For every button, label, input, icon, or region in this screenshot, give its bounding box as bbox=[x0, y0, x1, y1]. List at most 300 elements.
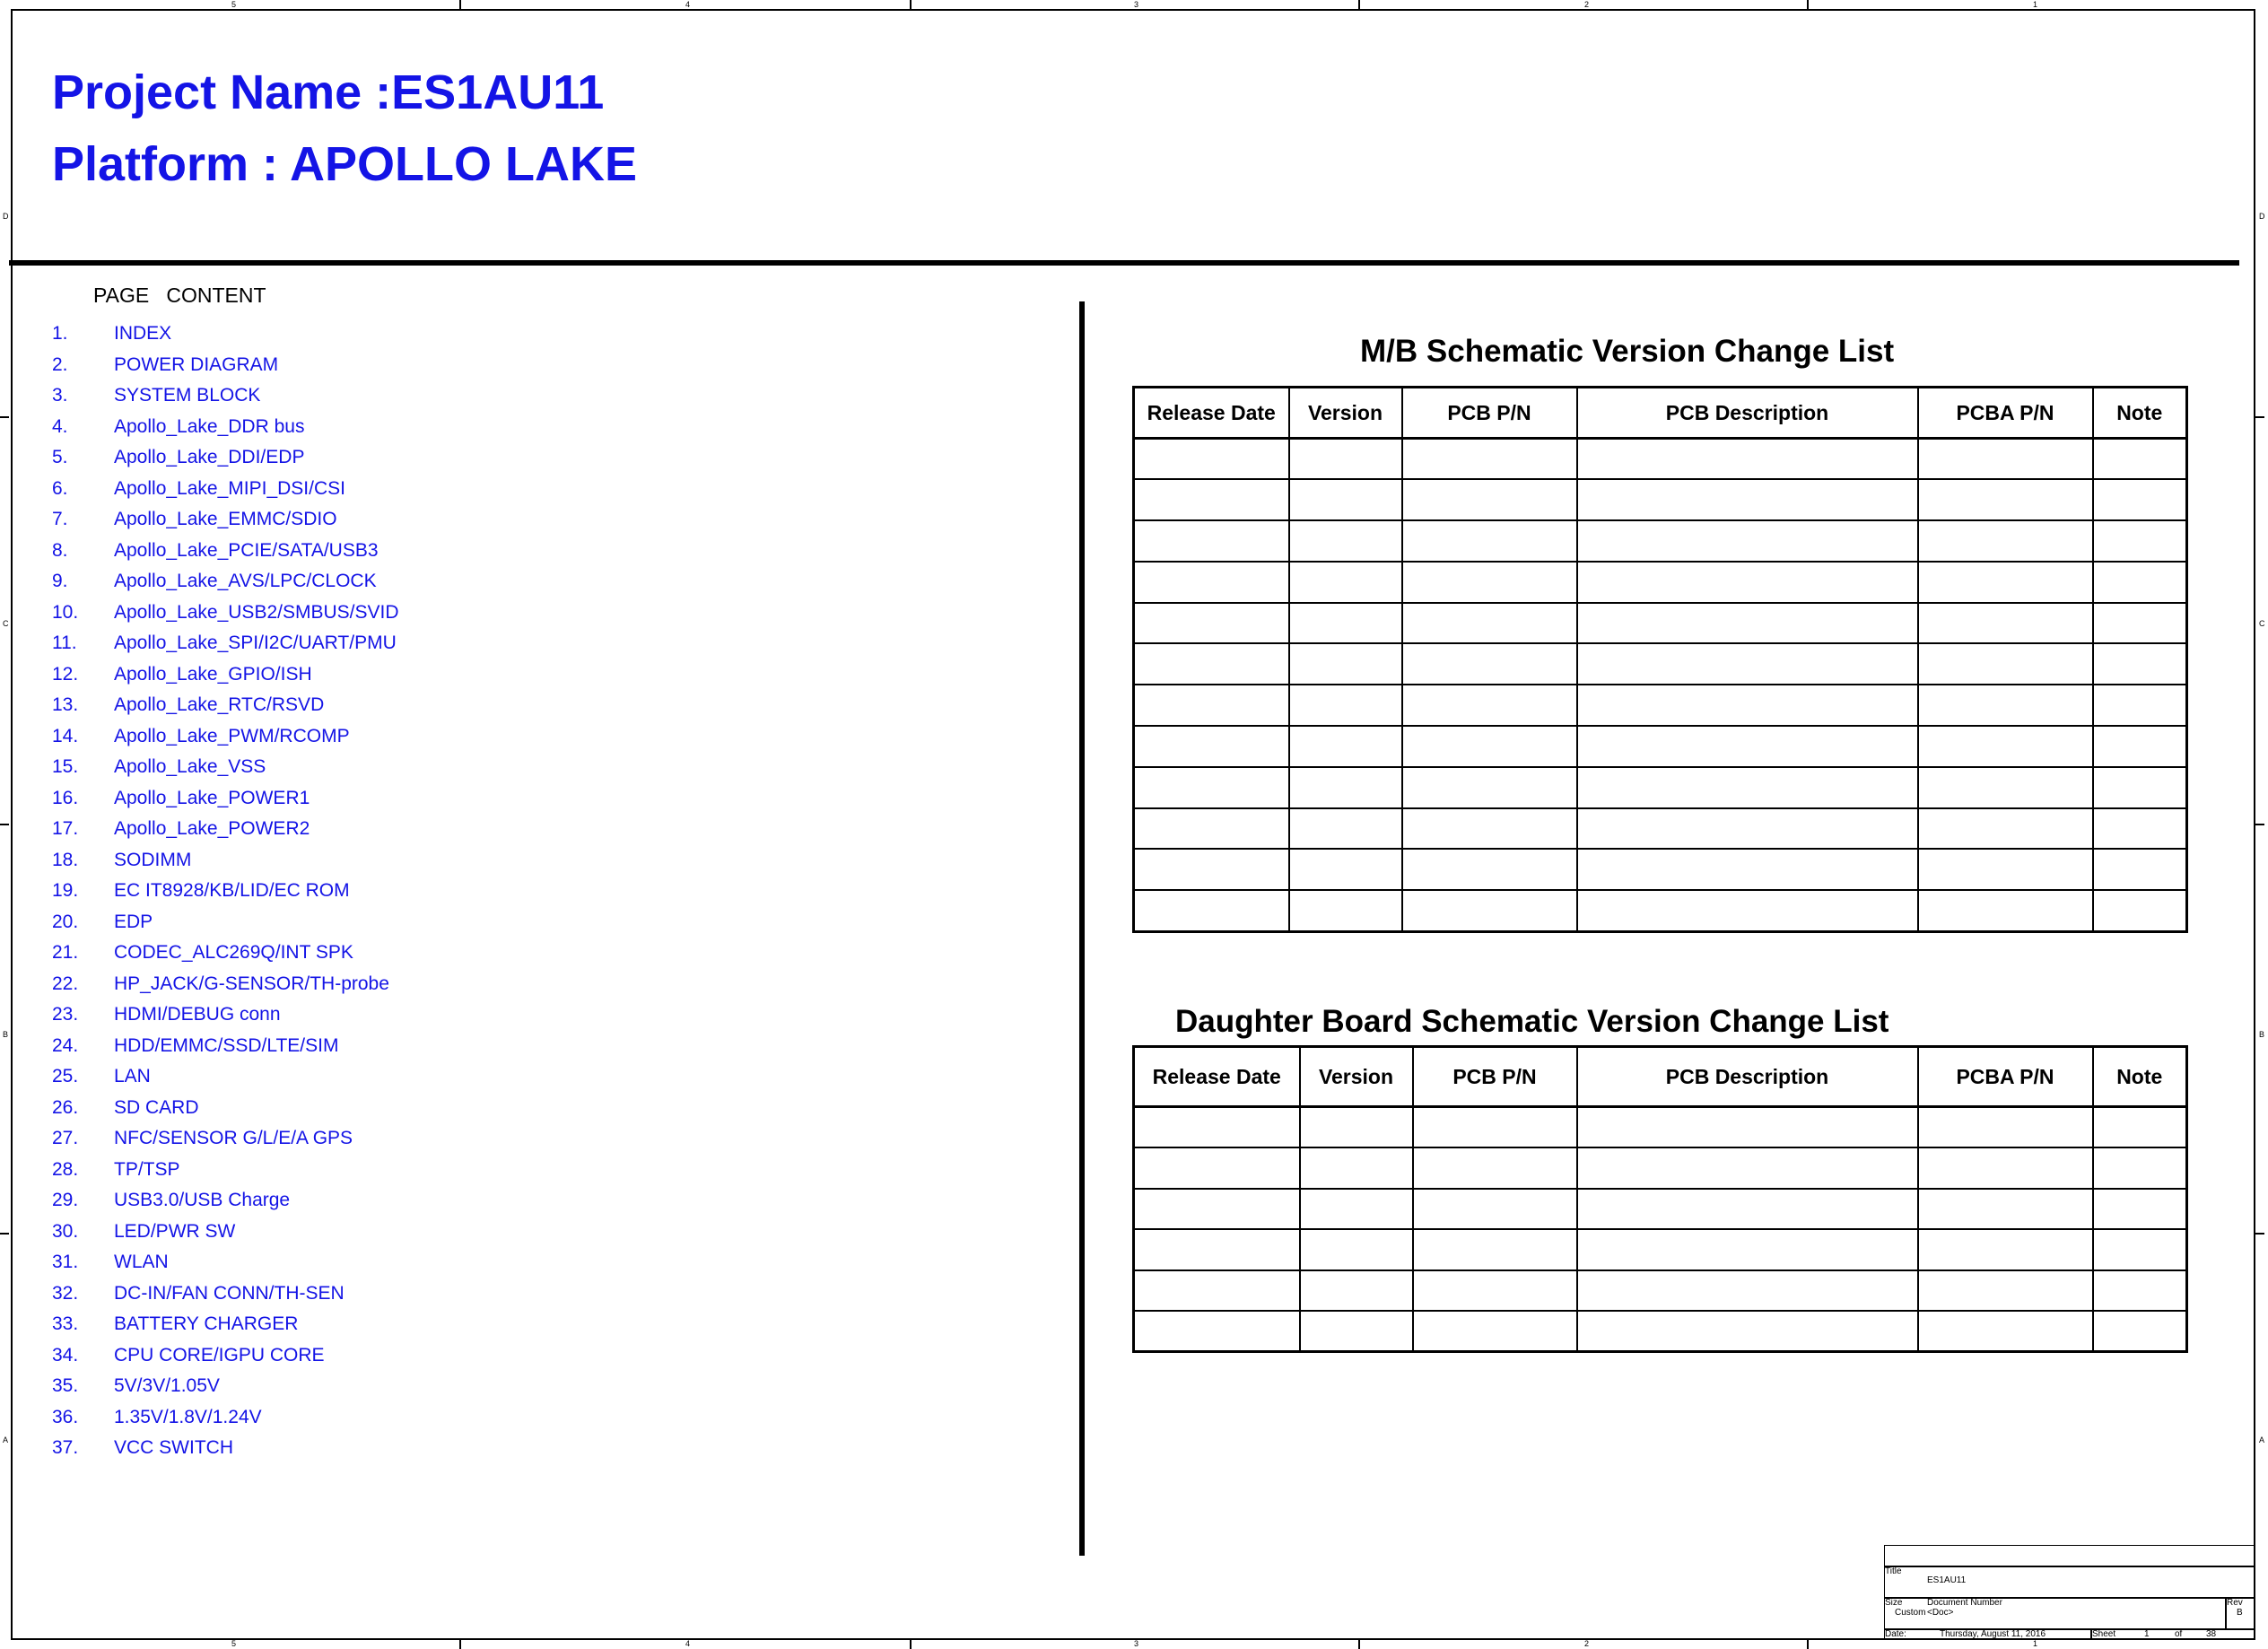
toc-item-number: 29. bbox=[52, 1190, 79, 1210]
table-cell bbox=[2093, 562, 2187, 603]
zone-tick bbox=[2255, 824, 2264, 825]
date-value: Thursday, August 11, 2016 bbox=[1940, 1629, 2046, 1639]
column-header: PCB Description bbox=[1577, 388, 1918, 439]
table-cell bbox=[1577, 1311, 1918, 1352]
toc-item bbox=[0, 1004, 538, 1029]
toc-item-label: Apollo_Lake_POWER1 bbox=[114, 787, 310, 808]
docnum-value: <Doc> bbox=[1927, 1608, 1954, 1618]
table-cell bbox=[1577, 1270, 1918, 1312]
platform-title: Platform : APOLLO LAKE bbox=[52, 137, 638, 191]
toc-item-number: 24. bbox=[52, 1034, 79, 1056]
zone-tick bbox=[910, 1640, 912, 1649]
table-cell bbox=[1402, 685, 1577, 726]
toc-item-number: 5. bbox=[52, 447, 68, 467]
table-row bbox=[1134, 520, 2187, 562]
toc-item bbox=[0, 1221, 538, 1246]
table-cell bbox=[1918, 767, 2093, 808]
toc-item-number: 36. bbox=[52, 1406, 79, 1427]
table-cell bbox=[1577, 603, 1918, 644]
table-cell bbox=[2093, 1270, 2187, 1312]
table-cell bbox=[1402, 726, 1577, 767]
table-cell bbox=[2093, 520, 2187, 562]
toc-item-label: Apollo_Lake_MIPI_DSI/CSI bbox=[114, 477, 345, 499]
toc-item-label: USB3.0/USB Charge bbox=[114, 1190, 291, 1210]
zone-label-bottom-2: 2 bbox=[1584, 1639, 1590, 1648]
table-cell bbox=[1134, 726, 1289, 767]
rev-label: Rev bbox=[2227, 1598, 2243, 1608]
table-cell bbox=[1134, 890, 1289, 931]
toc-item bbox=[0, 880, 538, 905]
toc-item-number: 3. bbox=[52, 385, 68, 406]
table-cell bbox=[1577, 439, 1918, 480]
title-value: ES1AU11 bbox=[1927, 1575, 1967, 1585]
table-cell bbox=[1577, 1229, 1918, 1270]
toc-item-label: Apollo_Lake_RTC/RSVD bbox=[114, 694, 325, 715]
toc-item bbox=[0, 1159, 538, 1184]
table-row bbox=[1134, 808, 2187, 850]
toc-item-label: EDP bbox=[114, 911, 153, 932]
table-row bbox=[1134, 767, 2187, 808]
toc-item bbox=[0, 385, 538, 410]
table-cell bbox=[1289, 643, 1402, 685]
toc-item-label: HP_JACK/G-SENSOR/TH-probe bbox=[114, 973, 389, 994]
toc-item-label: EC IT8928/KB/LID/EC ROM bbox=[114, 880, 350, 901]
table-cell bbox=[1402, 808, 1577, 850]
docnum-label: Document Number bbox=[1927, 1598, 2002, 1608]
table-cell bbox=[2093, 439, 2187, 480]
toc-item bbox=[0, 942, 538, 967]
toc-item-label: Apollo_Lake_PWM/RCOMP bbox=[114, 725, 350, 746]
toc-item-label: WLAN bbox=[114, 1252, 169, 1272]
table-row bbox=[1134, 643, 2187, 685]
table-cell bbox=[1300, 1107, 1413, 1148]
table-cell bbox=[2093, 1147, 2187, 1189]
toc-item-label: Apollo_Lake_AVS/LPC/CLOCK bbox=[114, 571, 377, 591]
toc-item-label: SD CARD bbox=[114, 1096, 199, 1118]
table-row bbox=[1134, 890, 2187, 931]
table-cell bbox=[1300, 1229, 1413, 1270]
toc-item-number: 7. bbox=[52, 509, 68, 529]
toc-item bbox=[0, 1035, 538, 1060]
table-cell bbox=[2093, 1107, 2187, 1148]
table-cell bbox=[1918, 685, 2093, 726]
toc-item-label: Apollo_Lake_PCIE/SATA/USB3 bbox=[114, 539, 379, 561]
of-label: of bbox=[2175, 1629, 2183, 1639]
zone-label-right-C: C bbox=[2259, 619, 2265, 628]
zone-tick bbox=[459, 0, 461, 9]
toc-item bbox=[0, 1252, 538, 1277]
zone-label-right-A: A bbox=[2259, 1435, 2265, 1444]
zone-label-bottom-4: 4 bbox=[685, 1639, 691, 1648]
toc-item bbox=[0, 540, 538, 565]
table-cell bbox=[1413, 1189, 1577, 1230]
table-cell bbox=[1134, 1270, 1300, 1312]
table-cell bbox=[1918, 849, 2093, 890]
zone-label-right-B: B bbox=[2259, 1030, 2265, 1039]
table-cell bbox=[1300, 1311, 1413, 1352]
table-cell bbox=[1300, 1189, 1413, 1230]
table-cell bbox=[1918, 520, 2093, 562]
column-header: PCBA P/N bbox=[1918, 1047, 2093, 1107]
toc-heading: PAGE CONTENT bbox=[93, 284, 266, 307]
toc-item-label: Apollo_Lake_DDI/EDP bbox=[114, 447, 305, 467]
toc-item-number: 33. bbox=[52, 1313, 79, 1334]
table-cell bbox=[2093, 479, 2187, 520]
table-cell bbox=[1402, 520, 1577, 562]
table-cell bbox=[2093, 849, 2187, 890]
toc-item-label: CODEC_ALC269Q/INT SPK bbox=[114, 942, 353, 963]
toc-item bbox=[0, 478, 538, 503]
toc-item bbox=[0, 1437, 538, 1462]
table-cell bbox=[1289, 890, 1402, 931]
table-cell bbox=[1134, 1147, 1300, 1189]
toc-item bbox=[0, 726, 538, 751]
date-label: Date: bbox=[1885, 1629, 1906, 1639]
table-cell bbox=[1134, 1229, 1300, 1270]
toc-item bbox=[0, 1190, 538, 1215]
table-cell bbox=[1577, 562, 1918, 603]
zone-label-top-4: 4 bbox=[685, 0, 691, 9]
toc-item bbox=[0, 447, 538, 472]
table-cell bbox=[1134, 1311, 1300, 1352]
table-cell bbox=[2093, 890, 2187, 931]
table-row bbox=[1134, 603, 2187, 644]
toc-item-number: 6. bbox=[52, 477, 68, 499]
table-cell bbox=[1918, 479, 2093, 520]
table-cell bbox=[1918, 643, 2093, 685]
zone-label-right-D: D bbox=[2259, 212, 2265, 221]
table-cell bbox=[1289, 603, 1402, 644]
toc-item-number: 16. bbox=[52, 787, 79, 808]
table-cell bbox=[1413, 1147, 1577, 1189]
toc-item-number: 9. bbox=[52, 571, 68, 591]
toc-item bbox=[0, 1375, 538, 1400]
table-cell bbox=[1134, 1189, 1300, 1230]
table-cell bbox=[1918, 603, 2093, 644]
toc-item bbox=[0, 571, 538, 596]
table-cell bbox=[1413, 1229, 1577, 1270]
column-header: PCBA P/N bbox=[1918, 388, 2093, 439]
column-header: PCB Description bbox=[1577, 1047, 1918, 1107]
table-cell bbox=[1289, 685, 1402, 726]
toc-item bbox=[0, 1097, 538, 1122]
toc-item-label: SODIMM bbox=[114, 849, 192, 870]
toc-item bbox=[0, 756, 538, 781]
table-cell bbox=[1134, 1107, 1300, 1148]
toc-item-label: INDEX bbox=[114, 323, 172, 344]
toc-item bbox=[0, 602, 538, 627]
toc-item bbox=[0, 1066, 538, 1091]
table-cell bbox=[1402, 479, 1577, 520]
toc-item-label: CPU CORE/IGPU CORE bbox=[114, 1344, 325, 1365]
sheet-value: 1 bbox=[2144, 1629, 2150, 1639]
table-cell bbox=[1918, 439, 2093, 480]
toc-item-label: Apollo_Lake_SPI/I2C/UART/PMU bbox=[114, 633, 397, 653]
zone-label-bottom-3: 3 bbox=[1134, 1639, 1139, 1648]
toc-item-number: 37. bbox=[52, 1437, 79, 1458]
table-cell bbox=[2093, 808, 2187, 850]
toc-item-label: NFC/SENSOR G/L/E/A GPS bbox=[114, 1128, 353, 1148]
toc-item-number: 26. bbox=[52, 1096, 79, 1118]
toc-item-number: 13. bbox=[52, 694, 79, 715]
table-cell bbox=[1289, 767, 1402, 808]
toc-item-label: Apollo_Lake_USB2/SMBUS/SVID bbox=[114, 601, 399, 623]
table-cell bbox=[1134, 767, 1289, 808]
db-table-title: Daughter Board Schematic Version Change List bbox=[1175, 1004, 1889, 1039]
table-cell bbox=[1577, 643, 1918, 685]
table-cell bbox=[1134, 479, 1289, 520]
table-cell bbox=[1918, 1147, 2093, 1189]
table-cell bbox=[1577, 1189, 1918, 1230]
table-cell bbox=[1918, 1189, 2093, 1230]
zone-tick bbox=[459, 1640, 461, 1649]
toc-item-number: 31. bbox=[52, 1252, 79, 1272]
title-block-top-row bbox=[1884, 1545, 2255, 1566]
table-cell bbox=[2093, 726, 2187, 767]
zone-tick bbox=[1807, 0, 1809, 9]
zone-label-top-1: 1 bbox=[2033, 0, 2038, 9]
toc-item-number: 8. bbox=[52, 539, 68, 561]
toc-item-number: 30. bbox=[52, 1220, 79, 1242]
size-label: Size bbox=[1885, 1598, 1903, 1608]
column-header: Version bbox=[1300, 1047, 1413, 1107]
column-header: Release Date bbox=[1134, 1047, 1300, 1107]
table-cell bbox=[2093, 767, 2187, 808]
toc-item bbox=[0, 509, 538, 534]
toc-item bbox=[0, 1345, 538, 1370]
table-cell bbox=[2093, 1189, 2187, 1230]
toc-item bbox=[0, 973, 538, 999]
toc-item bbox=[0, 416, 538, 441]
table-cell bbox=[1918, 1270, 2093, 1312]
toc-item-number: 18. bbox=[52, 849, 79, 870]
toc-item-number: 21. bbox=[52, 942, 79, 963]
toc-item bbox=[0, 1283, 538, 1308]
size-value: Custom bbox=[1895, 1608, 1926, 1618]
table-cell bbox=[1289, 439, 1402, 480]
header-divider bbox=[9, 260, 2239, 266]
table-cell bbox=[1577, 1107, 1918, 1148]
table-cell bbox=[1289, 520, 1402, 562]
table-cell bbox=[1134, 685, 1289, 726]
table-cell bbox=[2093, 685, 2187, 726]
table-row bbox=[1134, 685, 2187, 726]
toc-item-label: DC-IN/FAN CONN/TH-SEN bbox=[114, 1282, 345, 1304]
zone-label-bottom-1: 1 bbox=[2033, 1639, 2038, 1648]
column-header: Version bbox=[1289, 388, 1402, 439]
table-cell bbox=[1402, 562, 1577, 603]
mb-version-table bbox=[1132, 386, 2188, 933]
rev-value: B bbox=[2237, 1608, 2243, 1618]
table-cell bbox=[1918, 562, 2093, 603]
toc-item-number: 20. bbox=[52, 911, 79, 932]
toc-item-number: 15. bbox=[52, 756, 79, 777]
toc-item bbox=[0, 788, 538, 813]
table-cell bbox=[1402, 767, 1577, 808]
toc-item bbox=[0, 1128, 538, 1153]
toc-item-number: 22. bbox=[52, 973, 79, 994]
toc-item-number: 23. bbox=[52, 1004, 79, 1025]
toc-item bbox=[0, 323, 538, 348]
table-cell bbox=[1577, 685, 1918, 726]
table-cell bbox=[1289, 479, 1402, 520]
toc-item-number: 1. bbox=[52, 323, 68, 344]
of-value: 38 bbox=[2206, 1629, 2217, 1639]
toc-item bbox=[0, 1407, 538, 1432]
table-cell bbox=[1577, 767, 1918, 808]
toc-item-label: Apollo_Lake_EMMC/SDIO bbox=[114, 509, 337, 529]
toc-item bbox=[0, 818, 538, 843]
zone-label-bottom-5: 5 bbox=[231, 1639, 237, 1648]
toc-item bbox=[0, 354, 538, 380]
db-version-table bbox=[1132, 1045, 2188, 1353]
toc-item-number: 27. bbox=[52, 1128, 79, 1148]
table-cell bbox=[1918, 726, 2093, 767]
table-cell bbox=[1577, 520, 1918, 562]
toc-item bbox=[0, 664, 538, 689]
table-row bbox=[1134, 1189, 2187, 1230]
toc-item bbox=[0, 912, 538, 937]
table-cell bbox=[1134, 562, 1289, 603]
toc-item-label: Apollo_Lake_DDR bus bbox=[114, 415, 305, 437]
mb-table-title: M/B Schematic Version Change List bbox=[1360, 334, 1895, 369]
toc-item-number: 12. bbox=[52, 663, 79, 685]
column-header: Note bbox=[2093, 1047, 2187, 1107]
toc-item-number: 17. bbox=[52, 818, 79, 839]
zone-label-left-D: D bbox=[3, 212, 9, 221]
toc-item-number: 4. bbox=[52, 415, 68, 437]
table-cell bbox=[1918, 808, 2093, 850]
table-cell bbox=[1577, 890, 1918, 931]
table-row bbox=[1134, 1107, 2187, 1148]
zone-tick bbox=[2255, 416, 2264, 418]
table-cell bbox=[1134, 643, 1289, 685]
table-cell bbox=[1300, 1147, 1413, 1189]
column-header: Note bbox=[2093, 388, 2187, 439]
table-cell bbox=[1289, 562, 1402, 603]
table-cell bbox=[1402, 890, 1577, 931]
toc-item-label: LED/PWR SW bbox=[114, 1220, 236, 1242]
table-row bbox=[1134, 1311, 2187, 1352]
table-cell bbox=[1577, 479, 1918, 520]
table-cell bbox=[1413, 1311, 1577, 1352]
toc-item-label: 5V/3V/1.05V bbox=[114, 1375, 220, 1396]
table-cell bbox=[1289, 726, 1402, 767]
table-row bbox=[1134, 439, 2187, 480]
table-cell bbox=[1577, 1147, 1918, 1189]
toc-item-number: 19. bbox=[52, 880, 79, 901]
table-cell bbox=[2093, 1311, 2187, 1352]
vertical-divider bbox=[1079, 301, 1085, 1556]
zone-label-left-B: B bbox=[3, 1030, 9, 1039]
table-cell bbox=[2093, 603, 2187, 644]
toc-item-label: Apollo_Lake_VSS bbox=[114, 756, 266, 777]
table-cell bbox=[2093, 1229, 2187, 1270]
table-cell bbox=[1402, 849, 1577, 890]
table-cell bbox=[1577, 726, 1918, 767]
toc-item bbox=[0, 850, 538, 875]
toc-item-number: 2. bbox=[52, 353, 68, 375]
table-cell bbox=[1413, 1107, 1577, 1148]
zone-label-left-C: C bbox=[3, 619, 9, 628]
toc-item-number: 28. bbox=[52, 1158, 79, 1180]
table-cell bbox=[1402, 643, 1577, 685]
table-cell bbox=[2093, 643, 2187, 685]
toc-item-label: TP/TSP bbox=[114, 1158, 180, 1180]
zone-label-left-A: A bbox=[3, 1435, 9, 1444]
column-header: PCB P/N bbox=[1402, 388, 1577, 439]
table-cell bbox=[1289, 849, 1402, 890]
zone-tick bbox=[1358, 1640, 1360, 1649]
table-cell bbox=[1577, 849, 1918, 890]
toc-item-number: 11. bbox=[52, 633, 77, 653]
table-row bbox=[1134, 479, 2187, 520]
toc-item-number: 14. bbox=[52, 725, 79, 746]
toc-item-number: 10. bbox=[52, 601, 79, 623]
title-label: Title bbox=[1885, 1566, 1902, 1576]
toc-item-label: Apollo_Lake_POWER2 bbox=[114, 818, 310, 839]
table-row bbox=[1134, 849, 2187, 890]
table-cell bbox=[1918, 890, 2093, 931]
table-cell bbox=[1300, 1270, 1413, 1312]
toc-item-label: LAN bbox=[114, 1066, 151, 1086]
table-cell bbox=[1402, 439, 1577, 480]
project-name-title: Project Name :ES1AU11 bbox=[52, 65, 605, 119]
toc-item-number: 35. bbox=[52, 1375, 79, 1396]
table-row bbox=[1134, 1229, 2187, 1270]
table-cell bbox=[1918, 1229, 2093, 1270]
toc-item-label: Apollo_Lake_GPIO/ISH bbox=[114, 663, 312, 685]
toc-item-number: 34. bbox=[52, 1344, 79, 1365]
table-row bbox=[1134, 1147, 2187, 1189]
table-cell bbox=[1289, 808, 1402, 850]
column-header: Release Date bbox=[1134, 388, 1289, 439]
zone-tick bbox=[1807, 1640, 1809, 1649]
zone-tick bbox=[2255, 1233, 2264, 1235]
table-cell bbox=[1577, 808, 1918, 850]
toc-item-label: HDMI/DEBUG conn bbox=[114, 1004, 281, 1025]
toc-item-label: BATTERY CHARGER bbox=[114, 1313, 299, 1334]
toc-item-label: POWER DIAGRAM bbox=[114, 353, 279, 375]
toc-item-number: 25. bbox=[52, 1066, 79, 1086]
toc-item-number: 32. bbox=[52, 1282, 79, 1304]
zone-tick bbox=[1358, 0, 1360, 9]
table-row bbox=[1134, 562, 2187, 603]
table-cell bbox=[1134, 808, 1289, 850]
toc-item-label: VCC SWITCH bbox=[114, 1437, 233, 1458]
table-row bbox=[1134, 726, 2187, 767]
table-cell bbox=[1134, 603, 1289, 644]
toc-item bbox=[0, 1313, 538, 1339]
zone-label-top-2: 2 bbox=[1584, 0, 1590, 9]
toc-item-label: 1.35V/1.8V/1.24V bbox=[114, 1406, 262, 1427]
table-row bbox=[1134, 1270, 2187, 1312]
table-cell bbox=[1918, 1107, 2093, 1148]
table-cell bbox=[1402, 603, 1577, 644]
toc-item bbox=[0, 694, 538, 720]
table-cell bbox=[1918, 1311, 2093, 1352]
zone-label-top-5: 5 bbox=[231, 0, 237, 9]
table-cell bbox=[1413, 1270, 1577, 1312]
column-header: PCB P/N bbox=[1413, 1047, 1577, 1107]
toc-item-label: HDD/EMMC/SSD/LTE/SIM bbox=[114, 1034, 339, 1056]
toc-item bbox=[0, 633, 538, 658]
toc-item-label: SYSTEM BLOCK bbox=[114, 385, 261, 406]
table-cell bbox=[1134, 849, 1289, 890]
table-cell bbox=[1134, 439, 1289, 480]
zone-label-top-3: 3 bbox=[1134, 0, 1139, 9]
table-cell bbox=[1134, 520, 1289, 562]
